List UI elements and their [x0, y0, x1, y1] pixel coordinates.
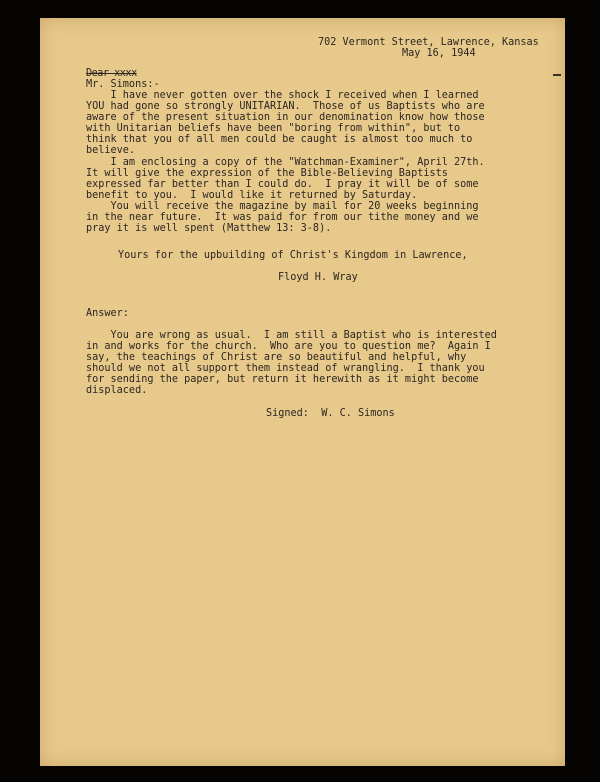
letter-line: YOU had gone so strongly UNITARIAN. Those of us Baptists who are	[86, 101, 485, 113]
answer-line: displaced.	[86, 385, 148, 397]
letter-line: I have never gotten over the shock I received when I learned	[86, 90, 479, 101]
letter-line: It will give the expression of the Bible-Believing Baptists	[86, 167, 448, 179]
answer-line: should we not all support them instead of wrangling. I thank you	[86, 363, 485, 375]
answer-body	[86, 330, 497, 397]
signature-line: Floyd H. Wray	[278, 272, 358, 283]
answer-line: You are wrong as usual. I am still a Baptist who is interested	[86, 330, 497, 341]
letter-line: think that you of all men could be caught is almost too much to	[86, 134, 473, 146]
letter-line: expressed far better than I could do. I pray it will be of some	[86, 178, 479, 190]
answer-line: say, the teachings of Christ are so beautiful and helpful, why	[86, 352, 467, 364]
answer-line: in and works for the church. Who are you to question me? Again I	[86, 341, 491, 353]
closing-line: Yours for the upbuilding of Christ's Kingdom in Lawrence,	[118, 250, 468, 261]
answer-signed-line: Signed: W. C. Simons	[266, 408, 395, 419]
letter-line: in the near future. It was paid for from our tithe money and we	[86, 212, 479, 224]
letter-line: aware of the present situation in our denomination know how those	[86, 112, 485, 124]
edge-mark	[553, 74, 561, 76]
letter-line: with Unitarian beliefs have been "boring from within", but to	[86, 123, 461, 135]
answer-heading: Answer:	[86, 308, 129, 319]
address-line: 702 Vermont Street, Lawrence, Kansas	[318, 37, 539, 48]
date-line: May 16, 1944	[402, 48, 476, 59]
struck-salutation: Dear xxxx	[86, 68, 137, 79]
letter-line: I am enclosing a copy of the "Watchman-Examiner", April 27th.	[86, 156, 485, 168]
salutation: Mr. Simons:-	[86, 79, 160, 90]
letter-line: benefit to you. I would like it returned by Saturday.	[86, 189, 418, 201]
letter-body	[86, 90, 485, 234]
letter-line: You will receive the magazine by mail for 20 weeks beginning	[86, 200, 479, 212]
letter-line: pray it is well spent (Matthew 13: 3-8).	[86, 223, 332, 235]
letter-line: believe.	[86, 145, 136, 157]
answer-line: for sending the paper, but return it herewith as it might become	[86, 374, 479, 386]
